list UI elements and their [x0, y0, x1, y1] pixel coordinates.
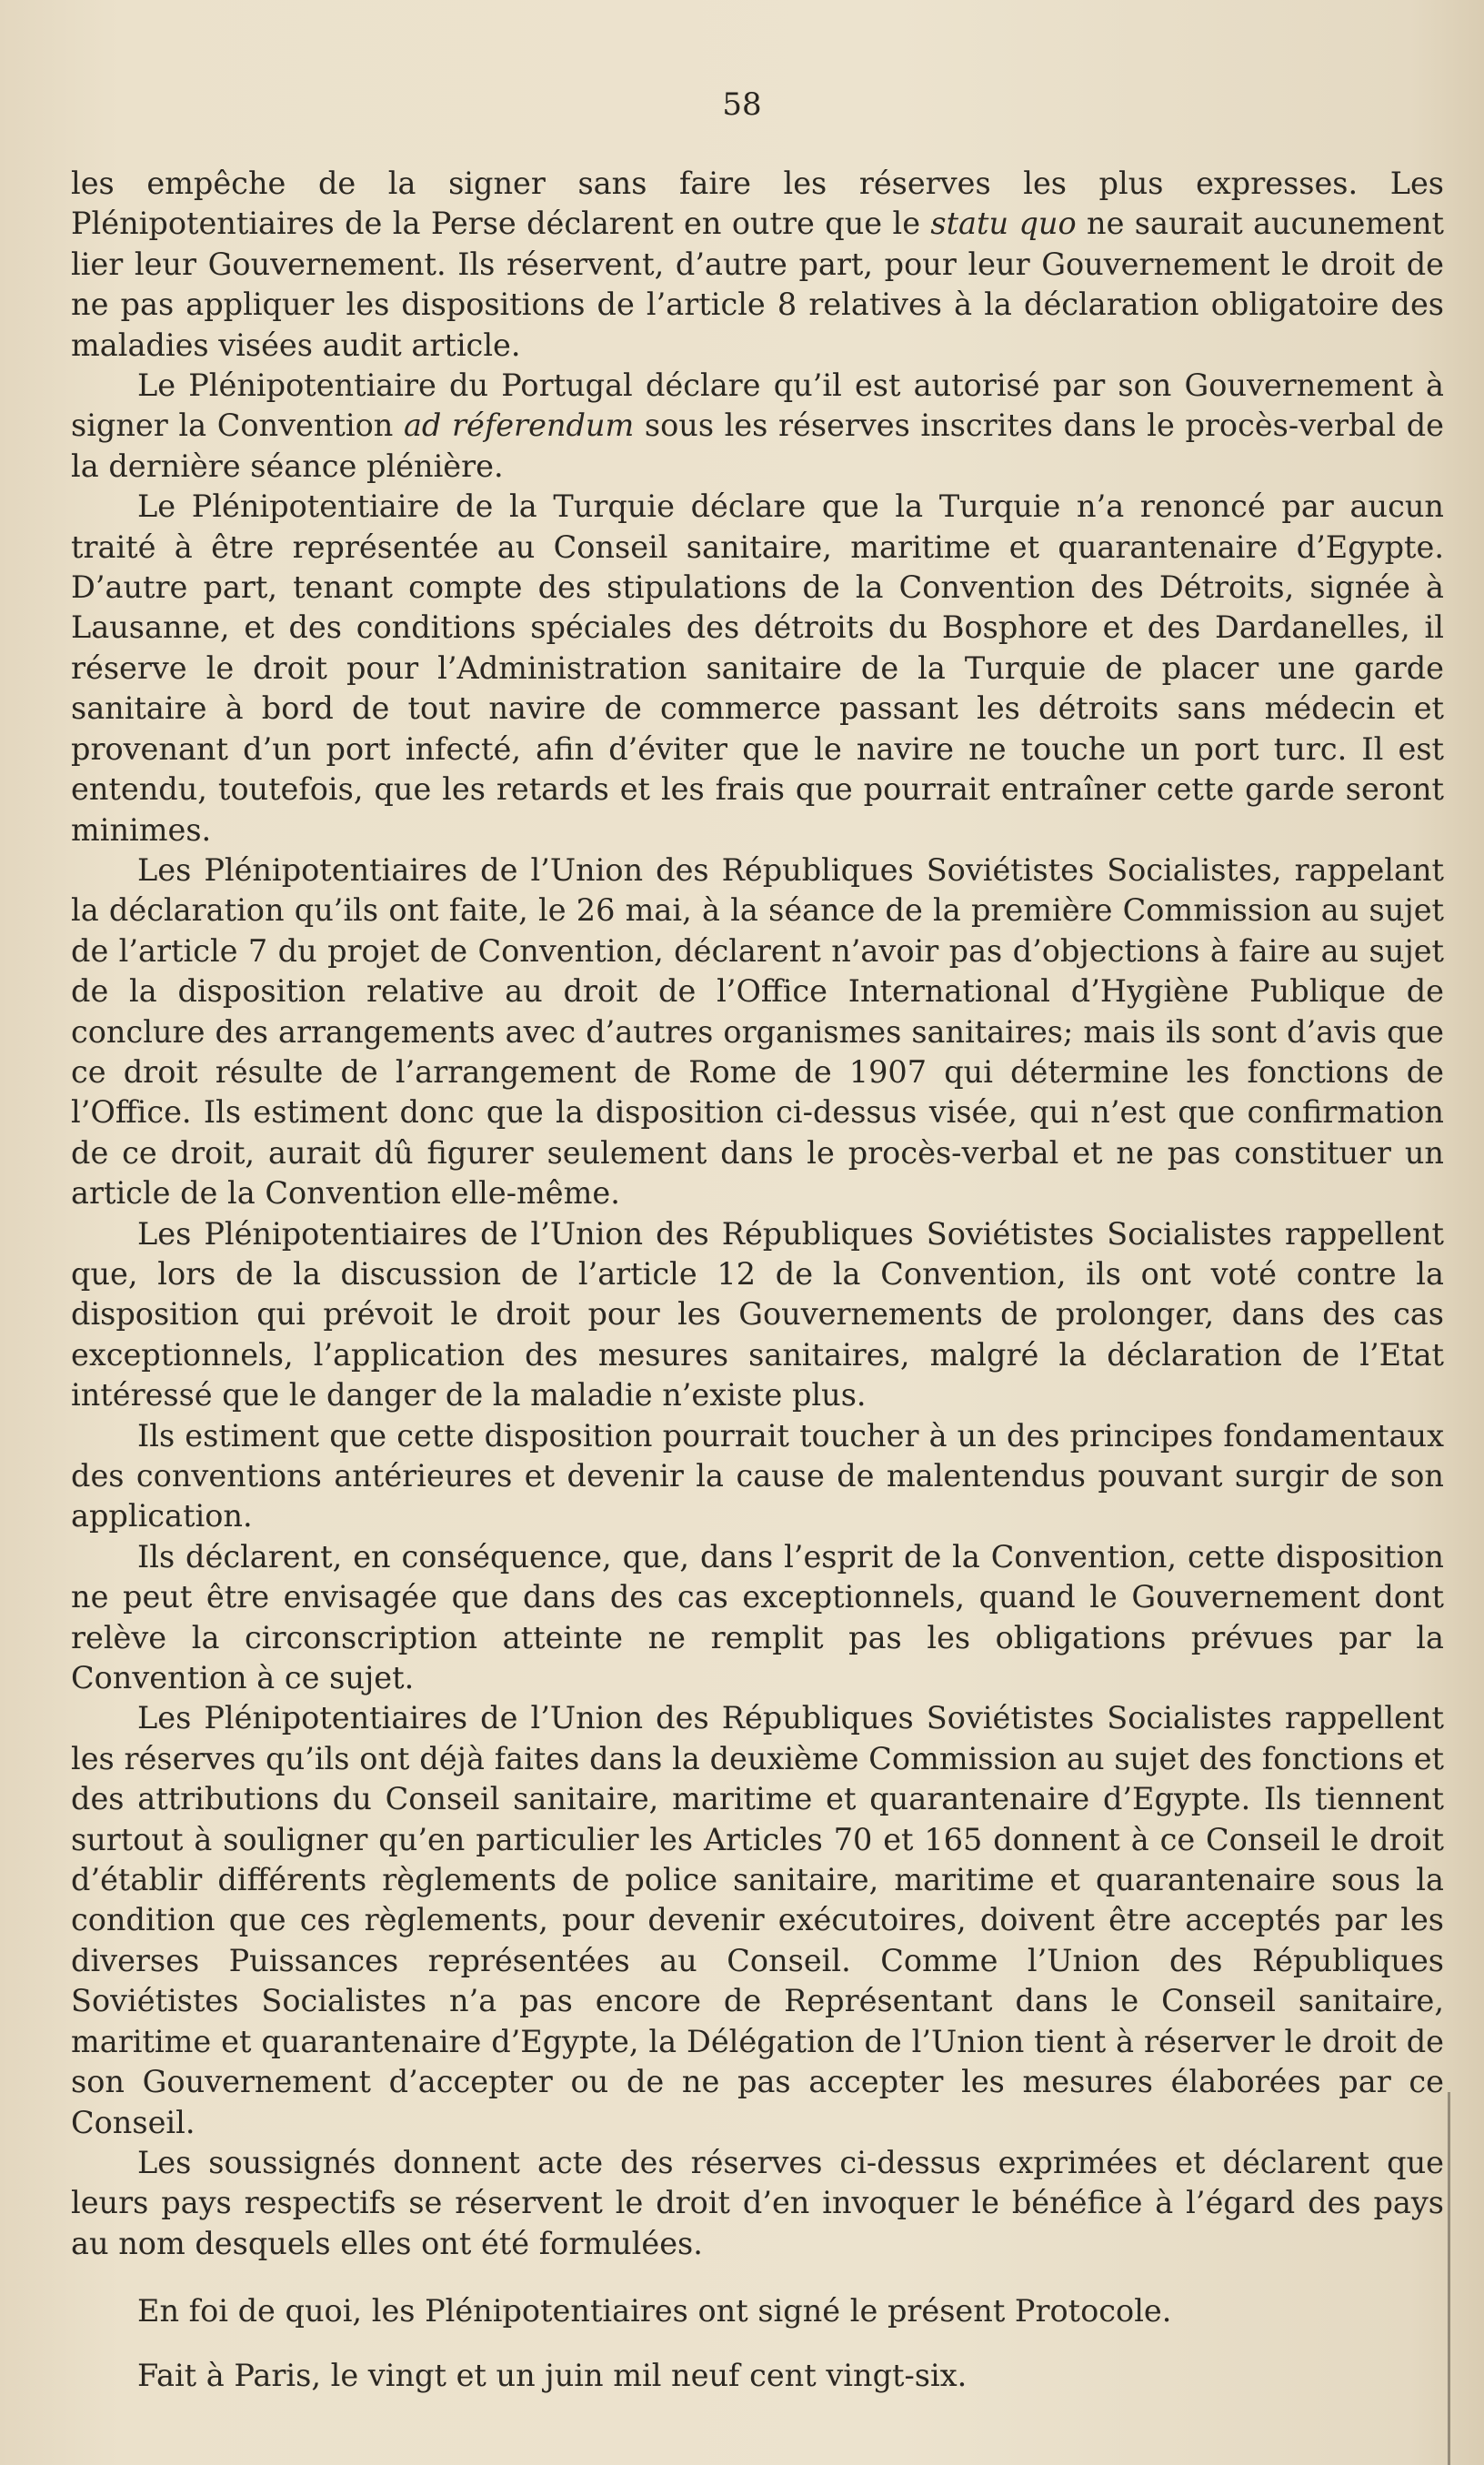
paragraph-in-witness: En foi de quoi, les Plénipotentiaires ont signé le présent Protocole.: [137, 2293, 1172, 2329]
page-number: 58: [722, 86, 762, 123]
paragraph-signatories-acknowledge: Les soussignés donnent acte des réserves ci-dessus exprimées et déclarent que leurs pays respectifs se réservent le droit d’en invoquer le bénéfice à l’égard des pays au nom desquels elles ont été formulées.: [71, 2144, 1444, 2261]
paragraph-done-at-paris: Fait à Paris, le vingt et un juin mil neuf cent vingt-six.: [137, 2357, 968, 2393]
paragraph-ussr-declaration: Ils déclarent, en conséquence, que, dans l’esprit de la Convention, cette disposition ne peut être envisagée que dans des cas exceptionnels, quand le Gouvernement dont relève la circonscription atteinte ne remplit pas les obligations prévues par la Convention à ce sujet.: [71, 1538, 1444, 1696]
body-text: [71, 164, 1444, 2396]
paragraph-ussr-principles: Ils estiment que cette disposition pourrait toucher à un des principes fondamentaux des conventions antérieures et devenir la cause de malentendus pouvant surgir de son application.: [71, 1417, 1444, 1534]
paragraph-ussr-article-7: Les Plénipotentiaires de l’Union des Républiques Soviétistes Socialistes, rappelant la déclaration qu’ils ont faite, le 26 mai, à la séance de la première Commission au sujet de l’article 7 du projet de Convention, déclarent n’avoir pas d’objections à faire au sujet de la disposition relative au droit de l’Office International d’Hygiène Publique de conclure des arrangements avec d’autres organismes sanitaires; mais ils sont d’avis que ce droit résulte de l’arrangement de Rome de 1907 qui détermine les fonctions de l’Office. Ils estiment donc que la disposition ci-dessus visée, qui n’est que confirmation de ce droit, aurait dû figurer seulement dans le procès-verbal et ne pas constituer un article de la Convention elle-même.: [71, 851, 1444, 1212]
paragraph-portugal: Le Plénipotentiaire du Portugal déclare qu’il est autorisé par son Gouvernement à signer la Convention ad réferendum sous les réserves inscrites dans le procès-verbal de la dernière séance plénière.: [71, 367, 1444, 484]
paragraph-persia-reservations: les empêche de la signer sans faire les réserves les plus expresses. Les Plénipotentiaires de la Perse déclarent en outre que le statu quo ne saurait aucunement lier leur Gouvernement. Ils réservent, d’autre part, pour leur Gouvernement le droit de ne pas appliquer les dispositions de l’article 8 relatives à la déclaration obligatoire des maladies visées audit article.: [71, 166, 1444, 363]
paragraph-turkey: Le Plénipotentiaire de la Turquie déclare que la Turquie n’a renoncé par aucun traité à être représentée au Conseil sanitaire, maritime et quarantenaire d’Egypte. D’autre part, tenant compte des stipulations de la Convention des Détroits, signée à Lausanne, et des conditions spéciales des détroits du Bosphore et des Dardanelles, il réserve le droit pour l’Administration sanitaire de la Turquie de placer une garde sanitaire à bord de tout navire de commerce passant les détroits sans médecin et provenant d’un port infecté, afin d’éviter que le navire ne touche un port turc. Il est entendu, toutefois, que les retards et les frais que pourrait entraîner cette garde seront minimes.: [71, 488, 1444, 848]
paragraph-ussr-article-12: Les Plénipotentiaires de l’Union des Républiques Soviétistes Socialistes rappellent que, lors de la discussion de l’article 12 de la Convention, ils ont voté contre la disposition qui prévoit le droit pour les Gouvernements de prolonger, dans des cas exceptionnels, l’application des mesures sanitaires, malgré la déclaration de l’Etat intéressé que le danger de la maladie n’existe plus.: [71, 1215, 1444, 1414]
paragraph-ussr-egypt-council: Les Plénipotentiaires de l’Union des Républiques Soviétistes Socialistes rappellent les réserves qu’ils ont déjà faites dans la deuxième Commission au sujet des fonctions et des attributions du Conseil sanitaire, maritime et quarantenaire d’Egypte. Ils tiennent surtout à souligner qu’en particulier les Articles 70 et 165 donnent à ce Conseil le droit d’établir différents règlements de police sanitaire, maritime et quarantenaire sous la condition que ces règlements, pour devenir exécutoires, doivent être acceptés par les diverses Puissances représentées au Conseil. Comme l’Union des Républiques Soviétistes Socialistes n’a pas encore de Représentant dans le Conseil sanitaire, maritime et quarantenaire d’Egypte, la Délégation de l’Union tient à réserver le droit de son Gouvernement d’accepter ou de ne pas accepter les mesures élaborées par ce Conseil.: [71, 1700, 1444, 2140]
page-edge-shadow: [1448, 2092, 1450, 2465]
